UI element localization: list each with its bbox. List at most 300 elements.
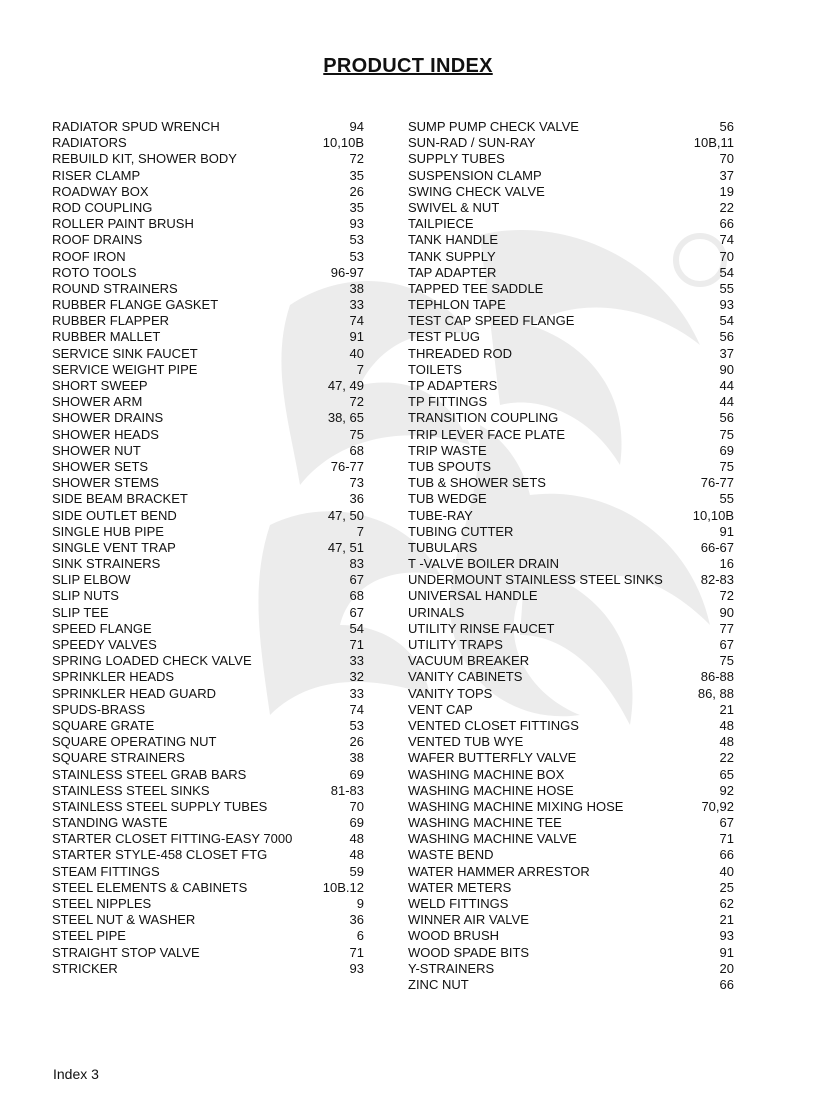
- entry-page: 75: [719, 653, 734, 669]
- entry-name: SHOWER DRAINS: [52, 410, 164, 426]
- entry-name: RUBBER FLANGE GASKET: [52, 297, 219, 313]
- entry-name: SPRINKLER HEAD GUARD: [52, 685, 216, 701]
- entry-name: WASTE BEND: [408, 847, 494, 863]
- index-entry: [52, 313, 364, 329]
- entry-page: 75: [349, 426, 364, 442]
- index-entry: [408, 556, 734, 572]
- entry-page: 59: [349, 863, 364, 879]
- index-entry: [408, 508, 734, 524]
- index-entry: [408, 637, 734, 653]
- entry-name: TUB SPOUTS: [408, 458, 492, 474]
- index-entry: [408, 588, 734, 604]
- index-entry: [408, 524, 734, 540]
- index-entry: [52, 297, 364, 313]
- index-entry: [408, 928, 734, 944]
- entry-name: VACUUM BREAKER: [408, 653, 530, 669]
- entry-name: SPRINKLER HEADS: [52, 669, 175, 685]
- entry-name: RISER CLAMP: [52, 167, 141, 183]
- entry-name: UTILITY RINSE FAUCET: [408, 620, 555, 636]
- index-entry: [408, 605, 734, 621]
- entry-page: 55: [719, 280, 734, 296]
- entry-page: 91: [719, 523, 734, 539]
- entry-name: SWING CHECK VALVE: [408, 183, 545, 199]
- index-entry: [52, 410, 364, 426]
- index-entry: [408, 896, 734, 912]
- entry-name: Y-STRAINERS: [408, 960, 495, 976]
- index-entry: [52, 556, 364, 572]
- index-entry: [52, 621, 364, 637]
- entry-page: 47, 49: [327, 378, 364, 393]
- entry-name: ROOF DRAINS: [52, 232, 143, 248]
- entry-page: 6: [356, 928, 364, 944]
- entry-page: 70: [719, 151, 734, 167]
- entry-name: SQUARE GRATE: [52, 717, 155, 733]
- entry-name: SQUARE STRAINERS: [52, 750, 185, 766]
- entry-name: UNDERMOUNT STAINLESS STEEL SINKS: [408, 572, 663, 588]
- entry-name: RADIATOR SPUD WRENCH: [52, 119, 220, 134]
- index-entry: [408, 572, 734, 588]
- index-entry: [408, 362, 734, 378]
- entry-page: 44: [719, 378, 734, 393]
- entry-page: 10B,11: [693, 135, 734, 151]
- entry-page: 53: [349, 717, 364, 733]
- index-entry: [52, 928, 364, 944]
- index-entry: [408, 718, 734, 734]
- entry-page: 69: [349, 766, 364, 782]
- entry-name: TEST CAP SPEED FLANGE: [408, 313, 575, 329]
- entry-page: 44: [719, 394, 734, 410]
- entry-page: 86-88: [700, 669, 734, 685]
- entry-page: 35: [349, 167, 364, 183]
- index-entry: [52, 880, 364, 896]
- index-entry: [408, 281, 734, 297]
- index-entry: [52, 329, 364, 345]
- entry-name: STEAM FITTINGS: [52, 863, 160, 879]
- entry-page: 93: [719, 297, 734, 313]
- index-entry: [52, 281, 364, 297]
- entry-name: SUPPLY TUBES: [408, 151, 505, 167]
- entry-page: 7: [356, 361, 364, 377]
- entry-page: 54: [719, 264, 734, 280]
- entry-page: 47, 51: [327, 539, 364, 555]
- index-entry: [408, 151, 734, 167]
- entry-name: SLIP TEE: [52, 604, 109, 620]
- entry-name: URINALS: [408, 604, 465, 620]
- entry-page: 94: [349, 119, 364, 134]
- entry-page: 25: [719, 879, 734, 895]
- entry-name: WASHING MACHINE TEE: [408, 815, 562, 831]
- entry-page: 66: [719, 216, 734, 232]
- index-entry: [52, 653, 364, 669]
- entry-page: 22: [719, 750, 734, 766]
- index-entry: [52, 346, 364, 362]
- index-entry: [408, 216, 734, 232]
- index-entry: [52, 718, 364, 734]
- entry-name: TAP ADAPTER: [408, 264, 497, 280]
- entry-page: 65: [719, 766, 734, 782]
- index-entry: [52, 475, 364, 491]
- entry-page: 33: [349, 685, 364, 701]
- index-entry: [52, 831, 364, 847]
- index-entry: [408, 653, 734, 669]
- entry-name: RADIATORS: [52, 135, 127, 151]
- entry-name: ROADWAY BOX: [52, 183, 149, 199]
- entry-name: TRIP LEVER FACE PLATE: [408, 426, 566, 442]
- entry-name: WASHING MACHINE HOSE: [408, 782, 574, 798]
- entry-name: VENTED TUB WYE: [408, 734, 524, 750]
- entry-name: SIDE OUTLET BEND: [52, 507, 177, 523]
- entry-name: SIDE BEAM BRACKET: [52, 491, 188, 507]
- entry-name: TUB & SHOWER SETS: [408, 475, 546, 491]
- index-entry: [52, 847, 364, 863]
- entry-page: 53: [349, 232, 364, 248]
- entry-page: 74: [349, 313, 364, 329]
- entry-page: 56: [719, 119, 734, 134]
- entry-page: 38, 65: [327, 410, 364, 426]
- index-entry: [52, 200, 364, 216]
- entry-page: 9: [356, 896, 364, 911]
- entry-page: 90: [719, 361, 734, 377]
- index-entry: [408, 831, 734, 847]
- entry-page: 68: [349, 588, 364, 604]
- index-entry: [408, 346, 734, 362]
- entry-page: 91: [349, 329, 364, 345]
- entry-name: UTILITY TRAPS: [408, 637, 503, 652]
- index-entry: [52, 799, 364, 815]
- index-entry: [52, 232, 364, 248]
- entry-name: VANITY TOPS: [408, 685, 493, 701]
- entry-name: WINNER AIR VALVE: [408, 912, 529, 928]
- entry-name: SPEEDY VALVES: [52, 637, 157, 652]
- index-entry: [408, 767, 734, 783]
- index-entry: [408, 313, 734, 329]
- index-entry: [408, 329, 734, 345]
- index-entry: [52, 524, 364, 540]
- entry-page: 67: [719, 815, 734, 831]
- index-entry: [408, 783, 734, 799]
- entry-name: ROUND STRAINERS: [52, 280, 178, 296]
- entry-page: 67: [349, 604, 364, 620]
- index-entry: [408, 119, 734, 135]
- index-entry: [52, 508, 364, 524]
- index-entry: [408, 443, 734, 459]
- entry-page: 48: [719, 734, 734, 750]
- index-entry: [408, 475, 734, 491]
- index-entry: [52, 637, 364, 653]
- entry-page: 38: [349, 280, 364, 296]
- entry-name: SHOWER SETS: [52, 458, 149, 474]
- entry-page: 72: [719, 588, 734, 604]
- entry-page: 68: [349, 442, 364, 458]
- index-entry: [52, 427, 364, 443]
- entry-name: TRANSITION COUPLING: [408, 410, 559, 426]
- entry-name: TEST PLUG: [408, 329, 481, 345]
- entry-page: 70,92: [701, 798, 734, 814]
- entry-name: STANDING WASTE: [52, 815, 168, 831]
- entry-name: WOOD SPADE BITS: [408, 944, 530, 960]
- entry-name: STRICKER: [52, 960, 118, 976]
- entry-name: TUBING CUTTER: [408, 523, 514, 539]
- entry-name: STEEL ELEMENTS & CABINETS: [52, 879, 248, 895]
- entry-name: SUN-RAD / SUN-RAY: [408, 135, 536, 151]
- entry-name: TUBE-RAY: [408, 507, 473, 523]
- index-entry: [52, 491, 364, 507]
- index-entry: [408, 912, 734, 928]
- entry-name: REBUILD KIT, SHOWER BODY: [52, 151, 237, 167]
- entry-name: STAINLESS STEEL GRAB BARS: [52, 766, 247, 782]
- entry-name: SERVICE WEIGHT PIPE: [52, 361, 198, 377]
- entry-name: WAFER BUTTERFLY VALVE: [408, 750, 577, 766]
- entry-page: 83: [349, 556, 364, 572]
- entry-name: SINGLE VENT TRAP: [52, 539, 176, 555]
- entry-page: 33: [349, 297, 364, 313]
- index-entry: [408, 669, 734, 685]
- index-entry: [52, 896, 364, 912]
- entry-name: SQUARE OPERATING NUT: [52, 734, 217, 750]
- index-entry: [52, 184, 364, 200]
- entry-page: 40: [349, 345, 364, 361]
- entry-page: 20: [719, 960, 734, 976]
- entry-page: 36: [349, 912, 364, 928]
- entry-name: TANK HANDLE: [408, 232, 499, 248]
- entry-page: 55: [719, 491, 734, 507]
- entry-name: SINK STRAINERS: [52, 556, 161, 572]
- entry-page: 66-67: [700, 539, 734, 555]
- entry-name: SERVICE SINK FAUCET: [52, 345, 198, 361]
- index-entry: [52, 216, 364, 232]
- entry-name: TP FITTINGS: [408, 394, 488, 410]
- entry-page: 71: [349, 944, 364, 960]
- entry-name: WATER METERS: [408, 879, 512, 895]
- index-entry: [52, 750, 364, 766]
- index-entry: [52, 119, 364, 135]
- entry-name: UNIVERSAL HANDLE: [408, 588, 538, 604]
- entry-page: 66: [719, 976, 734, 992]
- entry-page: 32: [349, 669, 364, 685]
- entry-page: 54: [349, 620, 364, 636]
- entry-name: STEEL PIPE: [52, 928, 126, 944]
- entry-name: T -VALVE BOILER DRAIN: [408, 556, 559, 572]
- index-entry: [408, 184, 734, 200]
- index-entry: [52, 265, 364, 281]
- entry-page: 7: [356, 523, 364, 539]
- entry-name: SPEED FLANGE: [52, 620, 152, 636]
- index-entry: [408, 232, 734, 248]
- entry-page: 48: [349, 847, 364, 863]
- index-entry: [52, 362, 364, 378]
- entry-name: STEEL NUT & WASHER: [52, 912, 196, 928]
- entry-name: ROTO TOOLS: [52, 264, 137, 280]
- entry-name: SLIP ELBOW: [52, 572, 131, 588]
- entry-page: 81-83: [330, 782, 364, 798]
- index-entry: [408, 686, 734, 702]
- index-entry: [52, 734, 364, 750]
- index-entry: [408, 410, 734, 426]
- index-entry: [408, 621, 734, 637]
- index-entry: [52, 961, 364, 977]
- index-entry: [52, 945, 364, 961]
- entry-page: 70: [349, 798, 364, 814]
- entry-name: TANK SUPPLY: [408, 248, 496, 264]
- index-entry: [408, 249, 734, 265]
- index-entry: [408, 750, 734, 766]
- entry-name: THREADED ROD: [408, 345, 513, 361]
- entry-page: 67: [349, 572, 364, 588]
- entry-name: STRAIGHT STOP VALVE: [52, 944, 200, 960]
- entry-page: 10B.12: [322, 879, 364, 895]
- entry-name: SHOWER NUT: [52, 442, 141, 458]
- index-entry: [408, 880, 734, 896]
- entry-page: 56: [719, 329, 734, 345]
- entry-page: 93: [719, 928, 734, 944]
- index-entry: [408, 847, 734, 863]
- entry-page: 35: [349, 199, 364, 215]
- entry-name: STARTER STYLE-458 CLOSET FTG: [52, 847, 268, 863]
- index-entry: [52, 572, 364, 588]
- entry-name: RUBBER MALLET: [52, 329, 161, 345]
- entry-page: 40: [719, 863, 734, 879]
- entry-name: SPUDS-BRASS: [52, 701, 146, 717]
- entry-name: TUB WEDGE: [408, 491, 487, 507]
- index-entry: [408, 427, 734, 443]
- index-entry: [408, 135, 734, 151]
- entry-name: SHOWER ARM: [52, 394, 143, 410]
- entry-name: TEPHLON TAPE: [408, 297, 506, 313]
- entry-page: 74: [719, 232, 734, 248]
- entry-name: ZINC NUT: [408, 976, 469, 992]
- entry-name: SLIP NUTS: [52, 588, 119, 604]
- entry-name: ROLLER PAINT BRUSH: [52, 216, 194, 232]
- entry-page: 69: [719, 442, 734, 458]
- entry-page: 33: [349, 653, 364, 669]
- entry-name: TAPPED TEE SADDLE: [408, 280, 544, 296]
- entry-name: STEEL NIPPLES: [52, 896, 152, 911]
- entry-name: SHOWER HEADS: [52, 426, 159, 442]
- index-entry: [52, 394, 364, 410]
- index-column-right: [408, 119, 734, 993]
- entry-page: 62: [719, 896, 734, 911]
- entry-page: 67: [719, 637, 734, 652]
- index-entry: [52, 686, 364, 702]
- entry-name: WASHING MACHINE BOX: [408, 766, 565, 782]
- entry-name: SWIVEL & NUT: [408, 199, 500, 215]
- entry-page: 93: [349, 216, 364, 232]
- entry-page: 69: [349, 815, 364, 831]
- entry-page: 48: [719, 717, 734, 733]
- index-entry: [52, 135, 364, 151]
- entry-page: 54: [719, 313, 734, 329]
- entry-page: 96-97: [330, 264, 364, 280]
- entry-name: SUSPENSION CLAMP: [408, 167, 542, 183]
- entry-page: 72: [349, 394, 364, 410]
- entry-name: VENTED CLOSET FITTINGS: [408, 717, 579, 733]
- entry-name: WOOD BRUSH: [408, 928, 499, 944]
- entry-page: 47, 50: [327, 507, 364, 523]
- index-entry: [408, 961, 734, 977]
- entry-page: 93: [349, 960, 364, 976]
- entry-name: RUBBER FLAPPER: [52, 313, 170, 329]
- entry-name: SPRING LOADED CHECK VALVE: [52, 653, 252, 669]
- entry-name: STARTER CLOSET FITTING-EASY 7000: [52, 831, 293, 847]
- entry-page: 37: [719, 345, 734, 361]
- entry-name: VENT CAP: [408, 701, 473, 717]
- index-entry: [52, 864, 364, 880]
- page-footer: Index 3: [53, 1066, 99, 1082]
- entry-page: 21: [719, 912, 734, 928]
- entry-page: 74: [349, 701, 364, 717]
- entry-name: WASHING MACHINE MIXING HOSE: [408, 798, 624, 814]
- index-entry: [408, 297, 734, 313]
- entry-name: TUBULARS: [408, 539, 478, 555]
- index-entry: [52, 815, 364, 831]
- entry-page: 21: [719, 701, 734, 717]
- entry-page: 75: [719, 426, 734, 442]
- index-entry: [52, 378, 364, 394]
- page-title: PRODUCT INDEX: [323, 55, 493, 77]
- entry-page: 56: [719, 410, 734, 426]
- index-entry: [408, 864, 734, 880]
- index-entry: [52, 459, 364, 475]
- entry-name: STAINLESS STEEL SINKS: [52, 782, 210, 798]
- entry-page: 53: [349, 248, 364, 264]
- entry-page: 36: [349, 491, 364, 507]
- index-entry: [52, 912, 364, 928]
- index-entry: [52, 151, 364, 167]
- entry-page: 92: [719, 782, 734, 798]
- entry-name: WELD FITTINGS: [408, 896, 509, 911]
- entry-page: 75: [719, 458, 734, 474]
- entry-name: ROD COUPLING: [52, 199, 153, 215]
- entry-page: 38: [349, 750, 364, 766]
- index-entry: [52, 443, 364, 459]
- entry-page: 48: [349, 831, 364, 847]
- entry-page: 10,10B: [692, 507, 734, 523]
- entry-name: SHOWER STEMS: [52, 475, 159, 491]
- entry-page: 90: [719, 604, 734, 620]
- index-entry: [52, 783, 364, 799]
- index-entry: [52, 168, 364, 184]
- entry-page: 26: [349, 734, 364, 750]
- index-entry: [408, 945, 734, 961]
- index-entry: [52, 669, 364, 685]
- entry-page: 76-77: [330, 458, 364, 474]
- entry-name: VANITY CABINETS: [408, 669, 523, 685]
- index-entry: [408, 734, 734, 750]
- index-entry: [408, 265, 734, 281]
- index-entry: [52, 605, 364, 621]
- entry-page: 82-83: [700, 572, 734, 588]
- entry-name: TOILETS: [408, 361, 462, 377]
- index-entry: [408, 702, 734, 718]
- entry-name: WASHING MACHINE VALVE: [408, 831, 577, 847]
- entry-page: 72: [349, 151, 364, 167]
- entry-page: 37: [719, 167, 734, 183]
- entry-page: 86, 88: [697, 685, 734, 701]
- entry-name: SUMP PUMP CHECK VALVE: [408, 119, 579, 134]
- index-entry: [52, 767, 364, 783]
- entry-page: 66: [719, 847, 734, 863]
- index-entry: [52, 249, 364, 265]
- entry-page: 16: [719, 556, 734, 572]
- entry-name: STAINLESS STEEL SUPPLY TUBES: [52, 798, 268, 814]
- entry-page: 70: [719, 248, 734, 264]
- entry-page: 19: [719, 183, 734, 199]
- entry-page: 10,10B: [322, 135, 364, 151]
- entry-name: TRIP WASTE: [408, 442, 487, 458]
- entry-page: 73: [349, 475, 364, 491]
- entry-page: 76-77: [700, 475, 734, 491]
- entry-name: SINGLE HUB PIPE: [52, 523, 164, 539]
